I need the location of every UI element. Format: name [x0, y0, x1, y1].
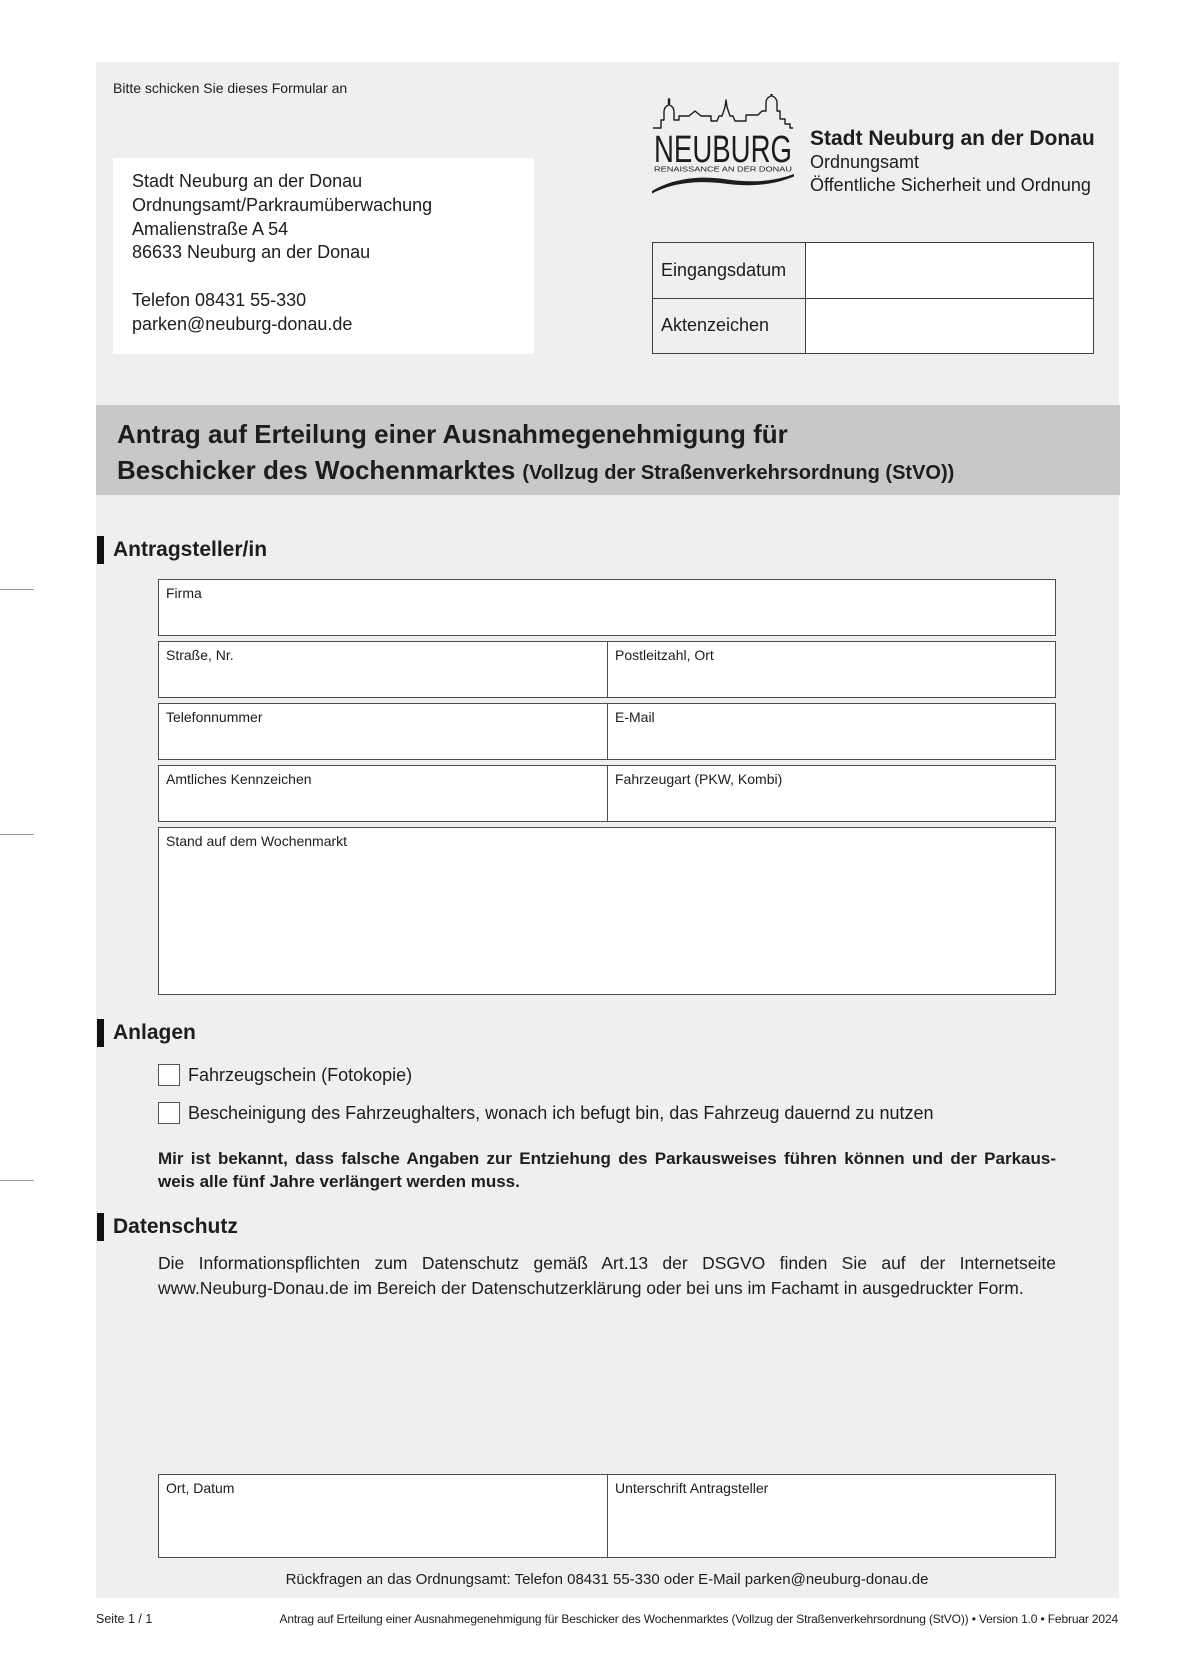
holder-certificate-label[interactable]: Bescheinigung des Fahrzeughalters, wonach ich befugt bin, das Fahrzeug dauernd zu nutzen — [188, 1103, 934, 1123]
recipient-email: parken@neuburg-donau.de — [132, 313, 353, 334]
market-stand-label: Stand auf dem Wochenmarkt — [166, 833, 348, 849]
market-stand-field[interactable] — [159, 828, 1055, 994]
email-label: E-Mail — [615, 709, 655, 725]
section-marker-bar — [97, 1213, 104, 1241]
phone-field[interactable] — [159, 704, 607, 759]
section-marker-bar — [97, 536, 104, 564]
form-title-band — [96, 405, 1120, 495]
registration-copy-checkbox[interactable] — [158, 1064, 180, 1086]
form-title-line2 — [117, 452, 1120, 493]
market-stand-textarea[interactable] — [159, 849, 1055, 994]
footer-document-info: Antrag auf Erteilung einer Ausnahmegenehmigung für Beschicker des Wochenmarktes (Vollzug der Straßenverkehrsordnung (StVO)) • Version 1.0 • Februar 2024 — [279, 1612, 1118, 1626]
form-title-legal-basis: (Vollzug der Straßenverkehrsordnung (StVO)) — [522, 462, 955, 484]
fold-mark — [0, 589, 34, 590]
skyline-outline-icon — [653, 94, 793, 128]
postcode-city-input[interactable] — [608, 663, 1055, 697]
section-heading-attachments — [97, 1019, 196, 1047]
phone-label: Telefonnummer — [166, 709, 263, 725]
attachment-item-holder-certificate — [158, 1102, 934, 1124]
address-line: Ordnungsamt/Parkraumüberwachung — [132, 194, 433, 215]
address-line: Stadt Neuburg an der Donau — [132, 171, 363, 191]
logo-tagline: RENAISSANCE AN DER DONAU — [654, 164, 792, 174]
vehicle-type-input[interactable] — [608, 787, 1055, 821]
privacy-text — [158, 1251, 1056, 1300]
holder-certificate-checkbox[interactable] — [158, 1102, 180, 1124]
authority-name: Stadt Neuburg an der Donau — [810, 127, 1095, 150]
field-row-vehicle — [158, 765, 1056, 822]
street-label: Straße, Nr. — [166, 647, 234, 663]
receipt-date-cell[interactable] — [805, 243, 1093, 298]
place-date-input[interactable] — [159, 1496, 607, 1557]
privacy-line: Die Informationspflichten zum Datenschutz gemäß Art.13 der DSGVO finden Sie auf der Internetseite — [158, 1253, 1056, 1273]
postcode-city-field[interactable] — [607, 642, 1055, 697]
place-date-label: Ort, Datum — [166, 1480, 235, 1496]
address-line: Amalienstraße A 54 — [132, 218, 289, 239]
office-use-row-file-number — [653, 298, 1093, 354]
license-plate-field[interactable] — [159, 766, 607, 821]
signature-row — [158, 1474, 1056, 1558]
neuburg-logo-icon — [652, 94, 794, 194]
section-marker-bar — [97, 1019, 104, 1047]
section-title: Anlagen — [113, 1021, 196, 1044]
section-title: Datenschutz — [113, 1215, 238, 1238]
recipient-phone: Telefon 08431 55-330 — [132, 289, 307, 310]
company-input[interactable] — [159, 601, 1055, 635]
section-title: Antragsteller/in — [113, 538, 268, 561]
office-use-row-receipt-date — [653, 243, 1093, 298]
postcode-city-label: Postleitzahl, Ort — [615, 647, 714, 663]
authority-department: Ordnungsamt — [810, 152, 920, 172]
file-number-label: Aktenzeichen — [661, 315, 770, 336]
send-to-intro: Bitte schicken Sie dieses Formular an — [113, 80, 348, 96]
registration-copy-label[interactable]: Fahrzeugschein (Fotokopie) — [188, 1065, 413, 1085]
section-heading-privacy — [97, 1213, 238, 1241]
authority-block — [810, 127, 1095, 197]
office-use-table — [652, 242, 1094, 354]
vehicle-type-field[interactable] — [607, 766, 1055, 821]
recipient-address-box — [113, 158, 534, 354]
vehicle-type-label: Fahrzeugart (PKW, Kombi) — [615, 771, 783, 787]
authority-division: Öffentliche Sicherheit und Ordnung — [810, 175, 1091, 195]
email-field[interactable] — [607, 704, 1055, 759]
company-field[interactable] — [159, 580, 1055, 635]
section-heading-applicant — [97, 536, 267, 564]
field-row-contact — [158, 703, 1056, 760]
file-number-input[interactable] — [806, 299, 1093, 354]
file-number-cell[interactable] — [805, 299, 1093, 354]
form-title-line1: Antrag auf Erteilung einer Ausnahmegenehmigung für — [117, 419, 788, 449]
license-plate-label: Amtliches Kennzeichen — [166, 771, 312, 787]
river-wave-icon — [652, 174, 794, 194]
privacy-line: www.Neuburg-Donau.de im Bereich der Datenschutzerklärung oder bei uns im Fachamt in ausgedruckter Form. — [158, 1277, 1024, 1298]
declaration-notice — [158, 1147, 1056, 1194]
company-label: Firma — [166, 585, 202, 601]
street-field[interactable] — [159, 642, 607, 697]
logo-wordmark: NEUBURG — [654, 129, 792, 171]
field-row-address — [158, 641, 1056, 698]
receipt-date-label: Eingangsdatum — [661, 259, 787, 280]
email-input[interactable] — [608, 725, 1055, 759]
applicant-signature-input[interactable] — [608, 1496, 1055, 1557]
recipient-contact — [132, 289, 534, 337]
field-row-market-stand — [158, 827, 1056, 995]
attachment-item-registration-copy — [158, 1064, 412, 1086]
phone-input[interactable] — [159, 725, 607, 759]
street-input[interactable] — [159, 663, 607, 697]
form-title-main: Beschicker des Wochenmarktes — [117, 455, 516, 485]
receipt-date-input[interactable] — [806, 243, 1093, 298]
declaration-line: weis alle fünf Jahre verlängert werden muss. — [158, 1172, 520, 1192]
contact-note: Rückfragen an das Ordnungsamt: Telefon 08431 55-330 oder E-Mail parken@neuburg-donau.de — [285, 1571, 929, 1588]
fold-mark — [0, 1180, 34, 1181]
applicant-signature-label: Unterschrift Antragsteller — [615, 1480, 769, 1496]
field-row-company — [158, 579, 1056, 636]
page-number: Seite 1 / 1 — [96, 1612, 153, 1626]
declaration-line: Mir ist bekannt, dass falsche Angaben zur Entziehung des Parkausweises führen können und der Parkaus- — [158, 1149, 1056, 1168]
applicant-signature-field[interactable] — [607, 1475, 1055, 1557]
place-date-field[interactable] — [159, 1475, 607, 1557]
hole-mark — [0, 834, 34, 835]
license-plate-input[interactable] — [159, 787, 607, 821]
address-line: 86633 Neuburg an der Donau — [132, 242, 371, 263]
